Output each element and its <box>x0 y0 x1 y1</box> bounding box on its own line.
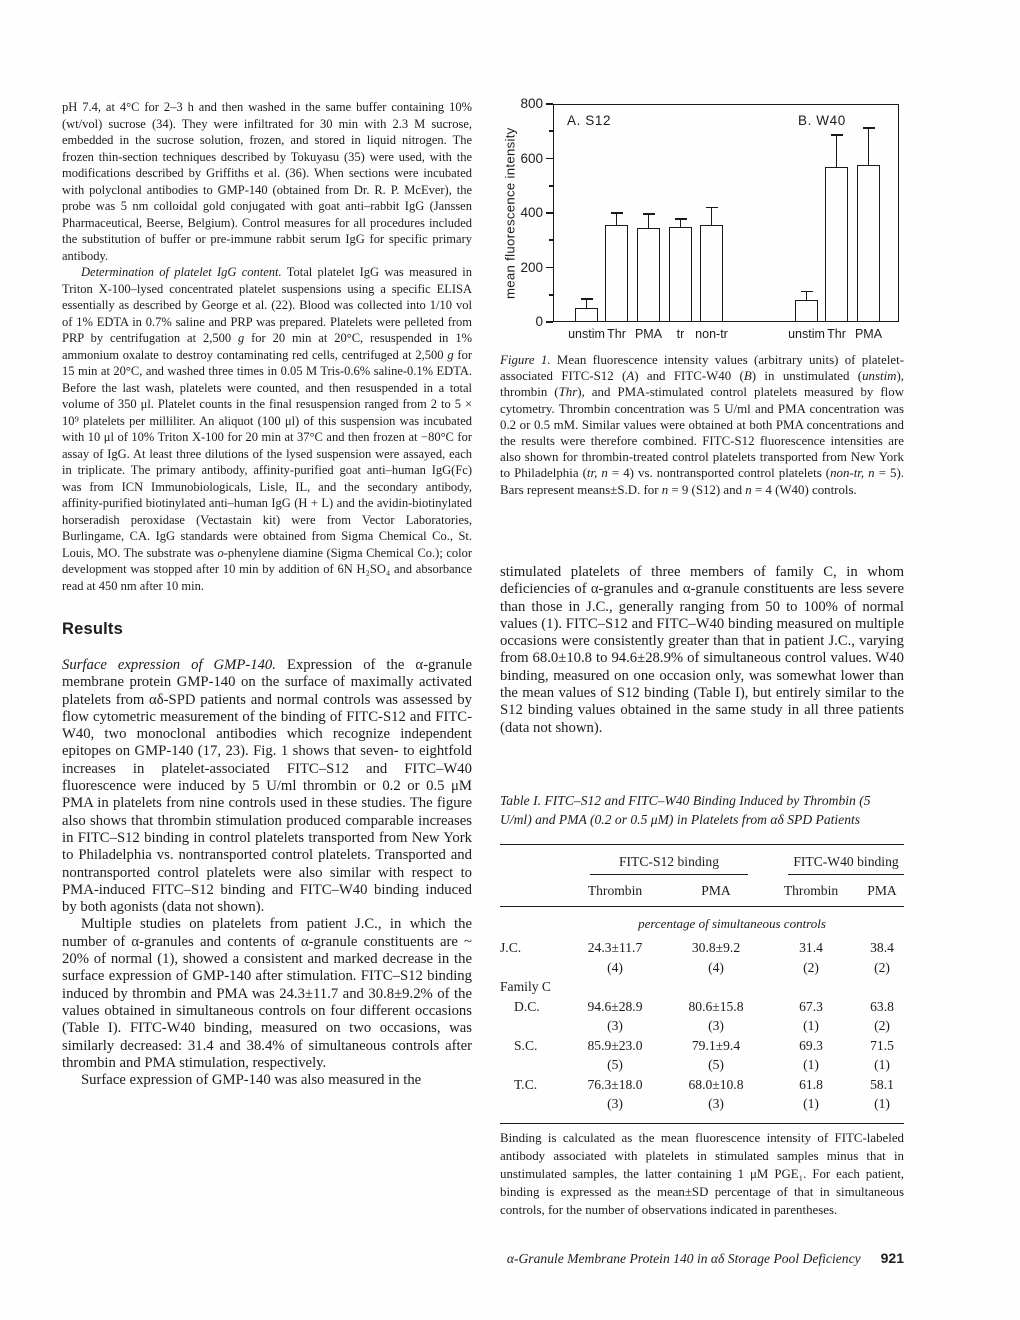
table-cell <box>860 997 904 1036</box>
cell-value: 61.8 <box>799 1076 823 1092</box>
table-column-header-row <box>500 875 904 906</box>
panel-label: A. S12 <box>567 113 612 128</box>
cell-count: (4) <box>607 959 623 975</box>
x-tick-label: Thr <box>607 327 626 341</box>
cell-value: 30.8±9.2 <box>691 940 741 955</box>
table-cell <box>670 938 762 977</box>
bar-tr <box>669 227 692 322</box>
paragraph-methods-continuation: pH 7.4, at 4°C for 2–3 h and then washed in the same buffer containing 10% (wt/vol) sucrose (34). They were infiltrated for 30 min with 2.3 M sucrose, embedded in the sucrose solution, frozen, and stored in liquid nitrogen. The frozen thin-section techniques described by Tokuyasu (35) were used, with the modifications described by Griffiths et al. (36). When sections were incubated with polyclonal antibodies to GMP-140 (obtained from Dr. R. P. McEver), the probe was 5 nm colloidal gold conjugated with goat anti–rabbit IgG (Janssen Pharmaceutical, Beerse, Belgium). Control measures for all procedures included the substitution of buffer or pre-immune rabbit serum IgG for specific primary antibody. <box>62 100 472 263</box>
x-tick-label: unstim <box>788 327 825 341</box>
cell-count: (3) <box>708 1018 724 1033</box>
paragraph-methods-igg-determination: Determination of platelet IgG content. Total platelet IgG was measured in Triton X-100–lysed concentrated platelet suspensions using a specific ELISA essentially as described by George et al. (22). Blood was collected into 1/10 vol of 1% EDTA in 0.7% saline and PRP was prepared. Platelets were pelleted from PRP by centrifugation at 2,500 g for 20 min at 20°C, resuspended in 1% ammonium oxalate to destroy contaminating red cells, centrifuged at 2,500 g for 15 min at 20°C, and washed three times in 0.05 M Tris-0.6% saline-0.1% EDTA. Before the last wash, platelets were counted, and then resuspended in a total volume of 350 μl. Platelet counts in the final resuspension ranged from 2 to 5 × 10⁹ platelets per milliliter. An aliquot (100 μl) of this suspension was incubated with 10 μl of 10% Triton X-100 for 20 min at 37°C and then frozen at −80°C for assay of IgG. At least three dilutions of the lysed suspension were assayed, each in triplicate. The primary antibody, affinity-purified goat anti–human IgG(Fc) was from ICN Immunobiologicals, Lisle, IL, and the secondary antibody, affinity-purified biotinylated anti–human IgG (H + L) and the avidin-biotinylated horseradish peroxidase (Vectastain kit) were from Vector Laboratories, Burlingame, CA. IgG standards were obtained from Sigma Chemical Co., St. Louis, MO. The substrate was o-phenylene diamine (Sigma Chemical Co.); color development was stopped after 10 min by addition of 6N H₂SO₄ and absorbance read at 450 nm after 10 min. <box>62 265 472 593</box>
cell-count: (1) <box>803 1096 819 1111</box>
bar-PMA <box>857 165 880 322</box>
table1 <box>500 844 904 1124</box>
figure1-bar-chart <box>500 90 904 346</box>
cell-count: (3) <box>708 1096 724 1111</box>
cell-value: 94.6±28.9 <box>587 998 643 1014</box>
cell-count: (4) <box>708 959 724 975</box>
y-minor-tick-mark <box>549 130 553 132</box>
running-title: α-Granule Membrane Protein 140 in αδ Storage Pool Deficiency <box>506 1251 861 1266</box>
error-bar-cap <box>801 291 813 293</box>
x-tick-label: unstim <box>568 327 605 341</box>
x-tick-label: tr <box>676 327 685 341</box>
x-tick-label: Thr <box>827 327 846 341</box>
table-cell <box>762 1036 860 1075</box>
table-group-header-row <box>500 845 904 875</box>
cell-value: 38.4 <box>870 940 894 955</box>
x-tick-label: PMA <box>634 327 663 341</box>
table-cell <box>860 938 904 977</box>
table-unit-note: percentage of simultaneous controls <box>638 916 826 931</box>
table1-title: Table I. FITC–S12 and FITC–W40 Binding Induced by Thrombin (5 U/ml) and PMA (0.2 or 0.5 μM) in Platelets from αδ SPD Patients <box>500 793 871 827</box>
page-number: 921 <box>880 1250 904 1266</box>
table-cell <box>670 997 762 1036</box>
cell-value: 58.1 <box>870 1076 894 1092</box>
paragraph-results-family-c: stimulated platelets of three members of family C, in whom deficiencies of α-granules and α-granule constituents are less severe than those in J.C., generally ranging from 50 to 100% of normal values (1). FITC–S12 and FITC–W40 binding measured on multiple occasions were consistently greater than that in patient J.C., varying from 68.0±10.8 to 94.6±28.9% of simultaneous control values. W40 binding, measured on one occasion only, was somewhat lower than the mean values of S12 binding (Table I), but entirely similar to the S12 binding values obtained in the same study in all three patients (data not shown). <box>500 564 904 736</box>
row-label: T.C. <box>514 1076 538 1092</box>
bar-Thr <box>605 225 628 322</box>
table1-footnote: Binding is calculated as the mean fluorescence intensity of FITC-labeled antibody associated with platelets in stimulated samples minus that in unstimulated samples, the latter containing 1 μM PGE₁. For each patient, binding is expressed as the mean±SD percentage of that in simultaneous controls, for the number of observations indicated in parentheses. <box>500 1131 904 1217</box>
paragraph-results-continues-next-column: Surface expression of GMP-140 was also measured in the <box>81 1072 422 1089</box>
error-bar-cap <box>675 218 687 220</box>
cell-value: 71.5 <box>870 1037 894 1053</box>
y-tick-label: 400 <box>520 205 543 220</box>
error-bar-cap <box>831 134 843 136</box>
cell-value: 68.0±10.8 <box>688 1076 744 1092</box>
table-corner-cell <box>500 854 560 875</box>
table-cell <box>762 997 860 1036</box>
table-row <box>500 997 904 1036</box>
panel-label: B. W40 <box>798 113 846 128</box>
cell-value: 69.3 <box>799 1037 823 1053</box>
y-minor-tick-mark <box>549 239 553 241</box>
column-header-s12-thrombin: Thrombin <box>587 883 643 898</box>
y-tick-mark <box>546 103 553 105</box>
cell-value: 85.9±23.0 <box>587 1037 643 1053</box>
error-bar <box>648 214 650 228</box>
table-cell <box>762 938 860 977</box>
row-label: S.C. <box>514 1037 538 1053</box>
cell-count: (3) <box>607 1018 623 1033</box>
cell-value: 63.8 <box>870 998 894 1014</box>
table-corner-cell <box>500 883 560 899</box>
x-tick-label: PMA <box>854 327 883 341</box>
table-cell <box>670 1075 762 1114</box>
paragraph-results-patient-jc: Multiple studies on platelets from patient J.C., in which the number of α-granules and contents of α-granule constituents are ~ 20% of normal (1), showed a consistent and marked decrease in the surface expression of GMP-140 after stimulation. FITC–S12 binding induced by thrombin and PMA was 24.3±11.7 and 30.8±9.2% of the values obtained in simultaneous controls on four different occasions (Table I). FITC-W40 binding, measured on two occasions, was similarly decreased: 31.4 and 38.4% of simultaneous controls after thrombin and PMA stimulation, respectively. <box>62 916 472 1071</box>
table-corner-cell <box>500 916 560 932</box>
cell-count: (2) <box>874 1018 890 1033</box>
table-row <box>500 977 904 997</box>
results-heading: Results <box>62 620 124 638</box>
table-cell <box>560 938 670 977</box>
cell-value: 24.3±11.7 <box>587 940 643 955</box>
bar-non-tr <box>700 225 723 322</box>
row-label: D.C. <box>514 998 540 1014</box>
running-footer <box>500 1250 904 1267</box>
cell-value: 76.3±18.0 <box>587 1076 643 1092</box>
error-bar-cap <box>643 213 655 215</box>
bar-unstim <box>575 308 598 322</box>
table-cell <box>560 1036 670 1075</box>
cell-count: (1) <box>803 1018 819 1033</box>
x-tick-label: non-tr <box>695 327 728 341</box>
column-header-s12-pma: PMA <box>701 883 731 898</box>
bar-PMA <box>637 228 660 322</box>
table-unit-row <box>500 907 904 938</box>
table-cell <box>670 1036 762 1075</box>
figure1-caption: Figure 1. Mean fluorescence intensity values (arbitrary units) of platelet-associated FITC-S12 (A) and FITC-W40 (B) in unstimulated (unstim), thrombin (Thr), and PMA-stimulated control platelets measured by flow cytometry. Thrombin concentration was 5 U/ml and PMA concentration was 0.2 or 0.5 mM. Similar values were obtained at both PMA concentrations and the results were therefore combined. FITC-S12 fluorescence intensities are also shown for thrombin-treated control platelets transported from New York to Philadelphia (tr, n = 4) vs. nontransported control platelets (non-tr, n = 5). Bars represent means±S.D. for n = 9 (S12) and n = 4 (W40) controls. <box>500 353 905 497</box>
error-bar <box>836 135 838 166</box>
y-axis-label: mean fluorescence intensity <box>502 127 518 299</box>
cell-count: (1) <box>874 1057 890 1072</box>
right-column <box>500 90 904 1270</box>
table-body <box>500 938 904 1114</box>
left-column <box>62 99 472 1089</box>
table-group-header-s12: FITC-S12 binding <box>590 854 748 875</box>
table-cell <box>860 1036 904 1075</box>
error-bar-cap <box>706 207 718 209</box>
error-bar <box>868 128 870 165</box>
y-tick-label: 600 <box>520 150 543 166</box>
table-row <box>500 938 904 977</box>
table-rule-bottom <box>500 1123 904 1124</box>
error-bar-cap <box>611 212 623 214</box>
cell-count: (2) <box>803 959 819 975</box>
table-cell <box>860 1075 904 1114</box>
bar-Thr <box>825 167 848 322</box>
cell-value: 67.3 <box>799 998 823 1014</box>
column-header-w40-thrombin: Thrombin <box>783 883 839 898</box>
cell-count: (1) <box>803 1057 819 1072</box>
error-bar <box>616 213 618 225</box>
y-tick-mark <box>546 158 553 160</box>
error-bar <box>806 291 808 300</box>
y-tick-label: 200 <box>520 259 543 275</box>
table-row <box>500 1036 904 1075</box>
y-minor-tick-mark <box>549 294 553 296</box>
y-tick-label: 0 <box>535 314 543 329</box>
cell-value: 80.6±15.8 <box>688 998 744 1014</box>
table-row <box>500 1075 904 1114</box>
y-tick-mark <box>546 267 553 269</box>
error-bar <box>680 219 682 227</box>
error-bar-cap <box>581 298 593 300</box>
table-group-header-w40: FITC-W40 binding <box>788 854 904 875</box>
table-cell <box>560 997 670 1036</box>
cell-count: (5) <box>607 1057 623 1072</box>
y-tick-label: 800 <box>520 96 543 111</box>
table-cell <box>560 1075 670 1114</box>
y-minor-tick-mark <box>549 185 553 187</box>
cell-count: (5) <box>708 1057 724 1072</box>
row-label: Family C <box>500 979 551 994</box>
row-label: J.C. <box>500 940 522 955</box>
cell-count: (3) <box>607 1096 623 1111</box>
bar-unstim <box>795 300 818 322</box>
column-header-w40-pma: PMA <box>867 883 897 898</box>
error-bar <box>711 208 713 225</box>
error-bar-cap <box>863 127 875 129</box>
cell-count: (1) <box>874 1096 890 1111</box>
cell-count: (2) <box>874 959 890 975</box>
table-cell <box>762 1075 860 1114</box>
cell-value: 31.4 <box>799 940 823 955</box>
cell-value: 79.1±9.4 <box>691 1037 741 1053</box>
y-tick-mark <box>546 321 553 323</box>
error-bar <box>586 299 588 309</box>
y-tick-mark <box>546 212 553 214</box>
paragraph-results-surface-expression: Surface expression of GMP-140. Expression of the α-granule membrane protein GMP-140 on the surface of maximally activated platelets from αδ-SPD patients and normal controls was assessed by flow cytometric measurement of the binding of FITC-S12 and FITC-W40, two monoclonal antibodies which recognize independent epitopes on GMP-140 (17, 23). Fig. 1 shows that seven- to eightfold increases in platelet-associated FITC–S12 and FITC–W40 fluorescence were induced by 5 U/ml thrombin or 0.2 or 0.5 μM PMA in platelets from nine controls used in these studies. The figure also shows that thrombin stimulation produced comparable increases in FITC–S12 binding in control platelets transported from New York to Philadelphia vs. nontransported control platelets. Transported and nontransported control platelets were also similar with respect to PMA-induced FITC–S12 binding and FITC–W40 binding induced by both agonists (data not shown). <box>62 657 473 916</box>
